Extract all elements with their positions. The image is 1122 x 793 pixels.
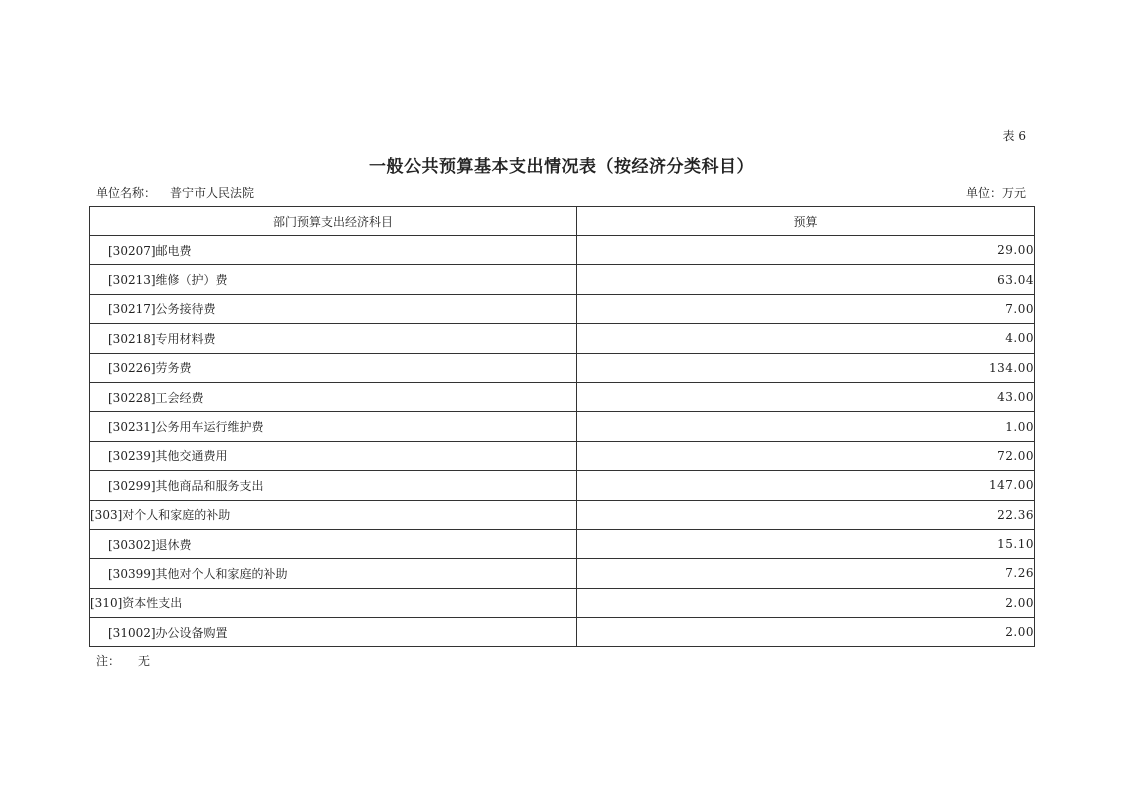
row-amount: 4.00: [577, 324, 1035, 353]
row-category: [30239]其他交通费用: [90, 441, 577, 470]
row-amount: 2.00: [577, 588, 1035, 617]
row-category: [30302]退休费: [90, 529, 577, 558]
row-category: [30217]公务接待费: [90, 294, 577, 323]
row-amount: 29.00: [577, 236, 1035, 265]
row-category: [30213]维修（护）费: [90, 265, 577, 294]
table-header-row: [90, 207, 1035, 236]
footnote: [96, 652, 150, 669]
row-category: [30299]其他商品和服务支出: [90, 471, 577, 500]
table-row: [90, 500, 1035, 529]
row-amount: 147.00: [577, 471, 1035, 500]
currency-unit: 单位：万元: [965, 186, 1026, 200]
table-row: [90, 382, 1035, 411]
budget-table: [89, 206, 1035, 647]
table-row: [90, 236, 1035, 265]
unit-name: [96, 184, 254, 201]
column-header-category: 部门预算支出经济科目: [90, 207, 577, 236]
column-header-budget: 预算: [577, 207, 1035, 236]
table-row: [90, 618, 1035, 647]
row-amount: 43.00: [577, 382, 1035, 411]
page-title: 一般公共预算基本支出情况表（按经济分类科目）: [369, 157, 754, 177]
row-category: [303]对个人和家庭的补助: [90, 500, 577, 529]
table-row: [90, 294, 1035, 323]
table-row: [90, 324, 1035, 353]
table-row: [90, 441, 1035, 470]
table-row: [90, 529, 1035, 558]
table-number: 表 6: [1002, 129, 1026, 143]
row-category: [30228]工会经费: [90, 382, 577, 411]
row-category: [31002]办公设备购置: [90, 618, 577, 647]
row-category: [30226]劳务费: [90, 353, 577, 382]
row-amount: 72.00: [577, 441, 1035, 470]
row-category: [30231]公务用车运行维护费: [90, 412, 577, 441]
unit-info-row: [96, 184, 1026, 202]
unit-name-value: 普宁市人民法院: [170, 186, 255, 200]
row-amount: 22.36: [577, 500, 1035, 529]
row-category: [30218]专用材料费: [90, 324, 577, 353]
note-label: 注：: [96, 654, 121, 668]
unit-name-label: 单位名称：: [96, 186, 157, 200]
row-amount: 15.10: [577, 529, 1035, 558]
row-amount: 1.00: [577, 412, 1035, 441]
row-amount: 134.00: [577, 353, 1035, 382]
table-row: [90, 265, 1035, 294]
row-category: [310]资本性支出: [90, 588, 577, 617]
row-amount: 7.00: [577, 294, 1035, 323]
table-row: [90, 588, 1035, 617]
table-row: [90, 471, 1035, 500]
note-value: 无: [138, 654, 151, 668]
table-row: [90, 353, 1035, 382]
row-amount: 2.00: [577, 618, 1035, 647]
row-amount: 63.04: [577, 265, 1035, 294]
table-row: [90, 559, 1035, 588]
row-category: [30399]其他对个人和家庭的补助: [90, 559, 577, 588]
table-row: [90, 412, 1035, 441]
row-category: [30207]邮电费: [90, 236, 577, 265]
row-amount: 7.26: [577, 559, 1035, 588]
